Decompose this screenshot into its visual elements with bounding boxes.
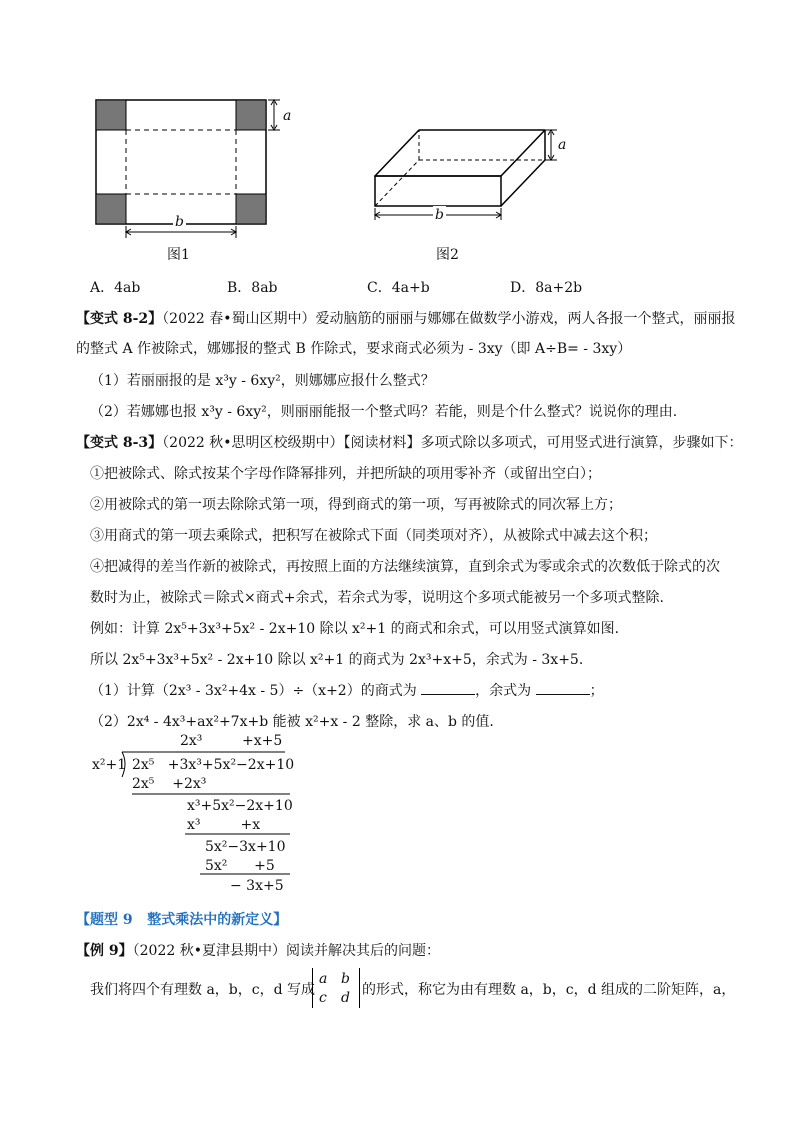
v83-conclusion: 所以 2x⁵+3x³+5x² - 2x+10 除以 x²+1 的商式为 2x³+x+5，余式为 - 3x+5. — [90, 652, 584, 668]
v82-question-2: （2）若娜娜也报 x³y - 6xy²，则丽丽能报一个整式吗？若能，则是个什么整式？说说你的理由. — [90, 404, 678, 420]
option-c: C．4a+b — [367, 280, 430, 296]
v82-head: 【变式 8-2】 — [76, 311, 163, 327]
v82-line-2: 的整式 A 作被除式，娜娜报的整式 B 作除式，要求商式必须为 - 3xy（即 A÷B= - 3xy） — [76, 341, 632, 357]
example9-line-1 — [76, 942, 440, 960]
division-row-2: x³+5x²−2x+10 — [187, 798, 293, 814]
dividend: 2x⁵ +3x³+5x²−2x+10 — [132, 757, 295, 773]
option-a: A．4ab — [90, 280, 141, 296]
fig2-label-b: b — [435, 207, 444, 223]
division-row-3: x³ +x — [187, 817, 261, 833]
example9-line-2a: 我们将四个有理数 a，b，c，d 写成 — [90, 982, 316, 998]
v83-step-3: ③用商式的第一项去乘除式，把积写在被除式下面（同类项对齐），从被除式中减去这个积； — [90, 528, 657, 544]
matrix-a: a — [319, 971, 328, 987]
matrix-c: c — [319, 990, 327, 1006]
v83-step-4b: 数时为止，被除式＝除式×商式+余式，若余式为零，说明这个多项式能被另一个多项式整除. — [90, 590, 664, 606]
quotient-term-2: +x+5 — [242, 733, 283, 749]
v83-q1-part-c: ； — [589, 683, 604, 699]
division-row-4: 5x²−3x+10 — [205, 839, 286, 855]
fig2-label-a: a — [558, 137, 567, 153]
example9-head: 【例 9】 — [76, 943, 133, 959]
division-row-1: 2x⁵ +2x³ — [132, 776, 207, 792]
section-title: 【题型 9 整式乘法中的新定义】 — [76, 912, 288, 928]
v83-example: 例如：计算 2x⁵+3x³+5x² - 2x+10 除以 x²+1 的商式和余式，可以用竖式演算如图. — [90, 621, 620, 637]
v82-question-1: （1）若丽丽报的是 x³y - 6xy²，则娜娜应报什么整式？ — [90, 373, 435, 389]
divisor: x²+1 — [92, 757, 127, 773]
v83-q1-part-a: （1）计算（2x³ - 3x²+4x - 5）÷（x+2）的商式为 — [90, 683, 417, 699]
v83-q1-part-b: ，余式为 — [475, 683, 532, 699]
v83-question-1 — [90, 682, 604, 700]
v83-line-1 — [76, 434, 743, 452]
fig2-caption: 图2 — [436, 247, 459, 263]
example9-line-2b: 的形式，称它为由有理数 a，b，c，d 组成的二阶矩阵，a， — [362, 982, 736, 998]
v83-step-2: ②用被除式的第一项去除除式第一项，得到商式的第一项，写再被除式的同次幂上方； — [90, 497, 622, 513]
v82-line-1 — [76, 310, 736, 328]
matrix-bracket — [312, 968, 360, 1008]
v83-step-1: ①把被除式、除式按某个字母作降幂排列，并把所缺的项用零补齐（或留出空白）； — [90, 466, 601, 482]
quotient-blank[interactable] — [421, 682, 475, 695]
remainder-blank[interactable] — [536, 682, 590, 695]
option-b: B．8ab — [227, 280, 278, 296]
example9-text-1: （2022 秋•夏津县期中）阅读并解决其后的问题： — [132, 943, 440, 959]
v83-step-4a: ④把减得的差当作新的被除式，再按照上面的方法继续演算，直到余式为零或余式的次数低于除式的次 — [90, 559, 720, 575]
division-remainder: − 3x+5 — [230, 878, 284, 894]
division-row-5: 5x² +5 — [205, 858, 275, 874]
fig1-label-b: b — [175, 214, 184, 230]
v83-head: 【变式 8-3】 — [76, 435, 163, 451]
quotient-term-1: 2x³ — [180, 733, 203, 749]
v83-text-1: （2022 秋•思明区校级期中）【阅读材料】多项式除以多项式，可用竖式进行演算，步骤如下： — [162, 435, 743, 451]
figure-1 — [90, 90, 300, 240]
option-d: D．8a+2b — [510, 280, 583, 296]
figure-2 — [365, 120, 575, 230]
v82-text-1: （2022 春•蜀山区期中）爱动脑筋的丽丽与娜娜在做数学小游戏，两人各报一个整式，丽丽报 — [162, 311, 736, 327]
fig1-caption: 图1 — [167, 247, 190, 263]
v83-question-2: （2）2x⁴ - 4x³+ax²+7x+b 能被 x²+x - 2 整除，求 a、b 的值. — [90, 714, 494, 730]
fig1-label-a: a — [283, 108, 292, 124]
matrix-b: b — [341, 971, 350, 987]
matrix-d: d — [341, 990, 350, 1006]
